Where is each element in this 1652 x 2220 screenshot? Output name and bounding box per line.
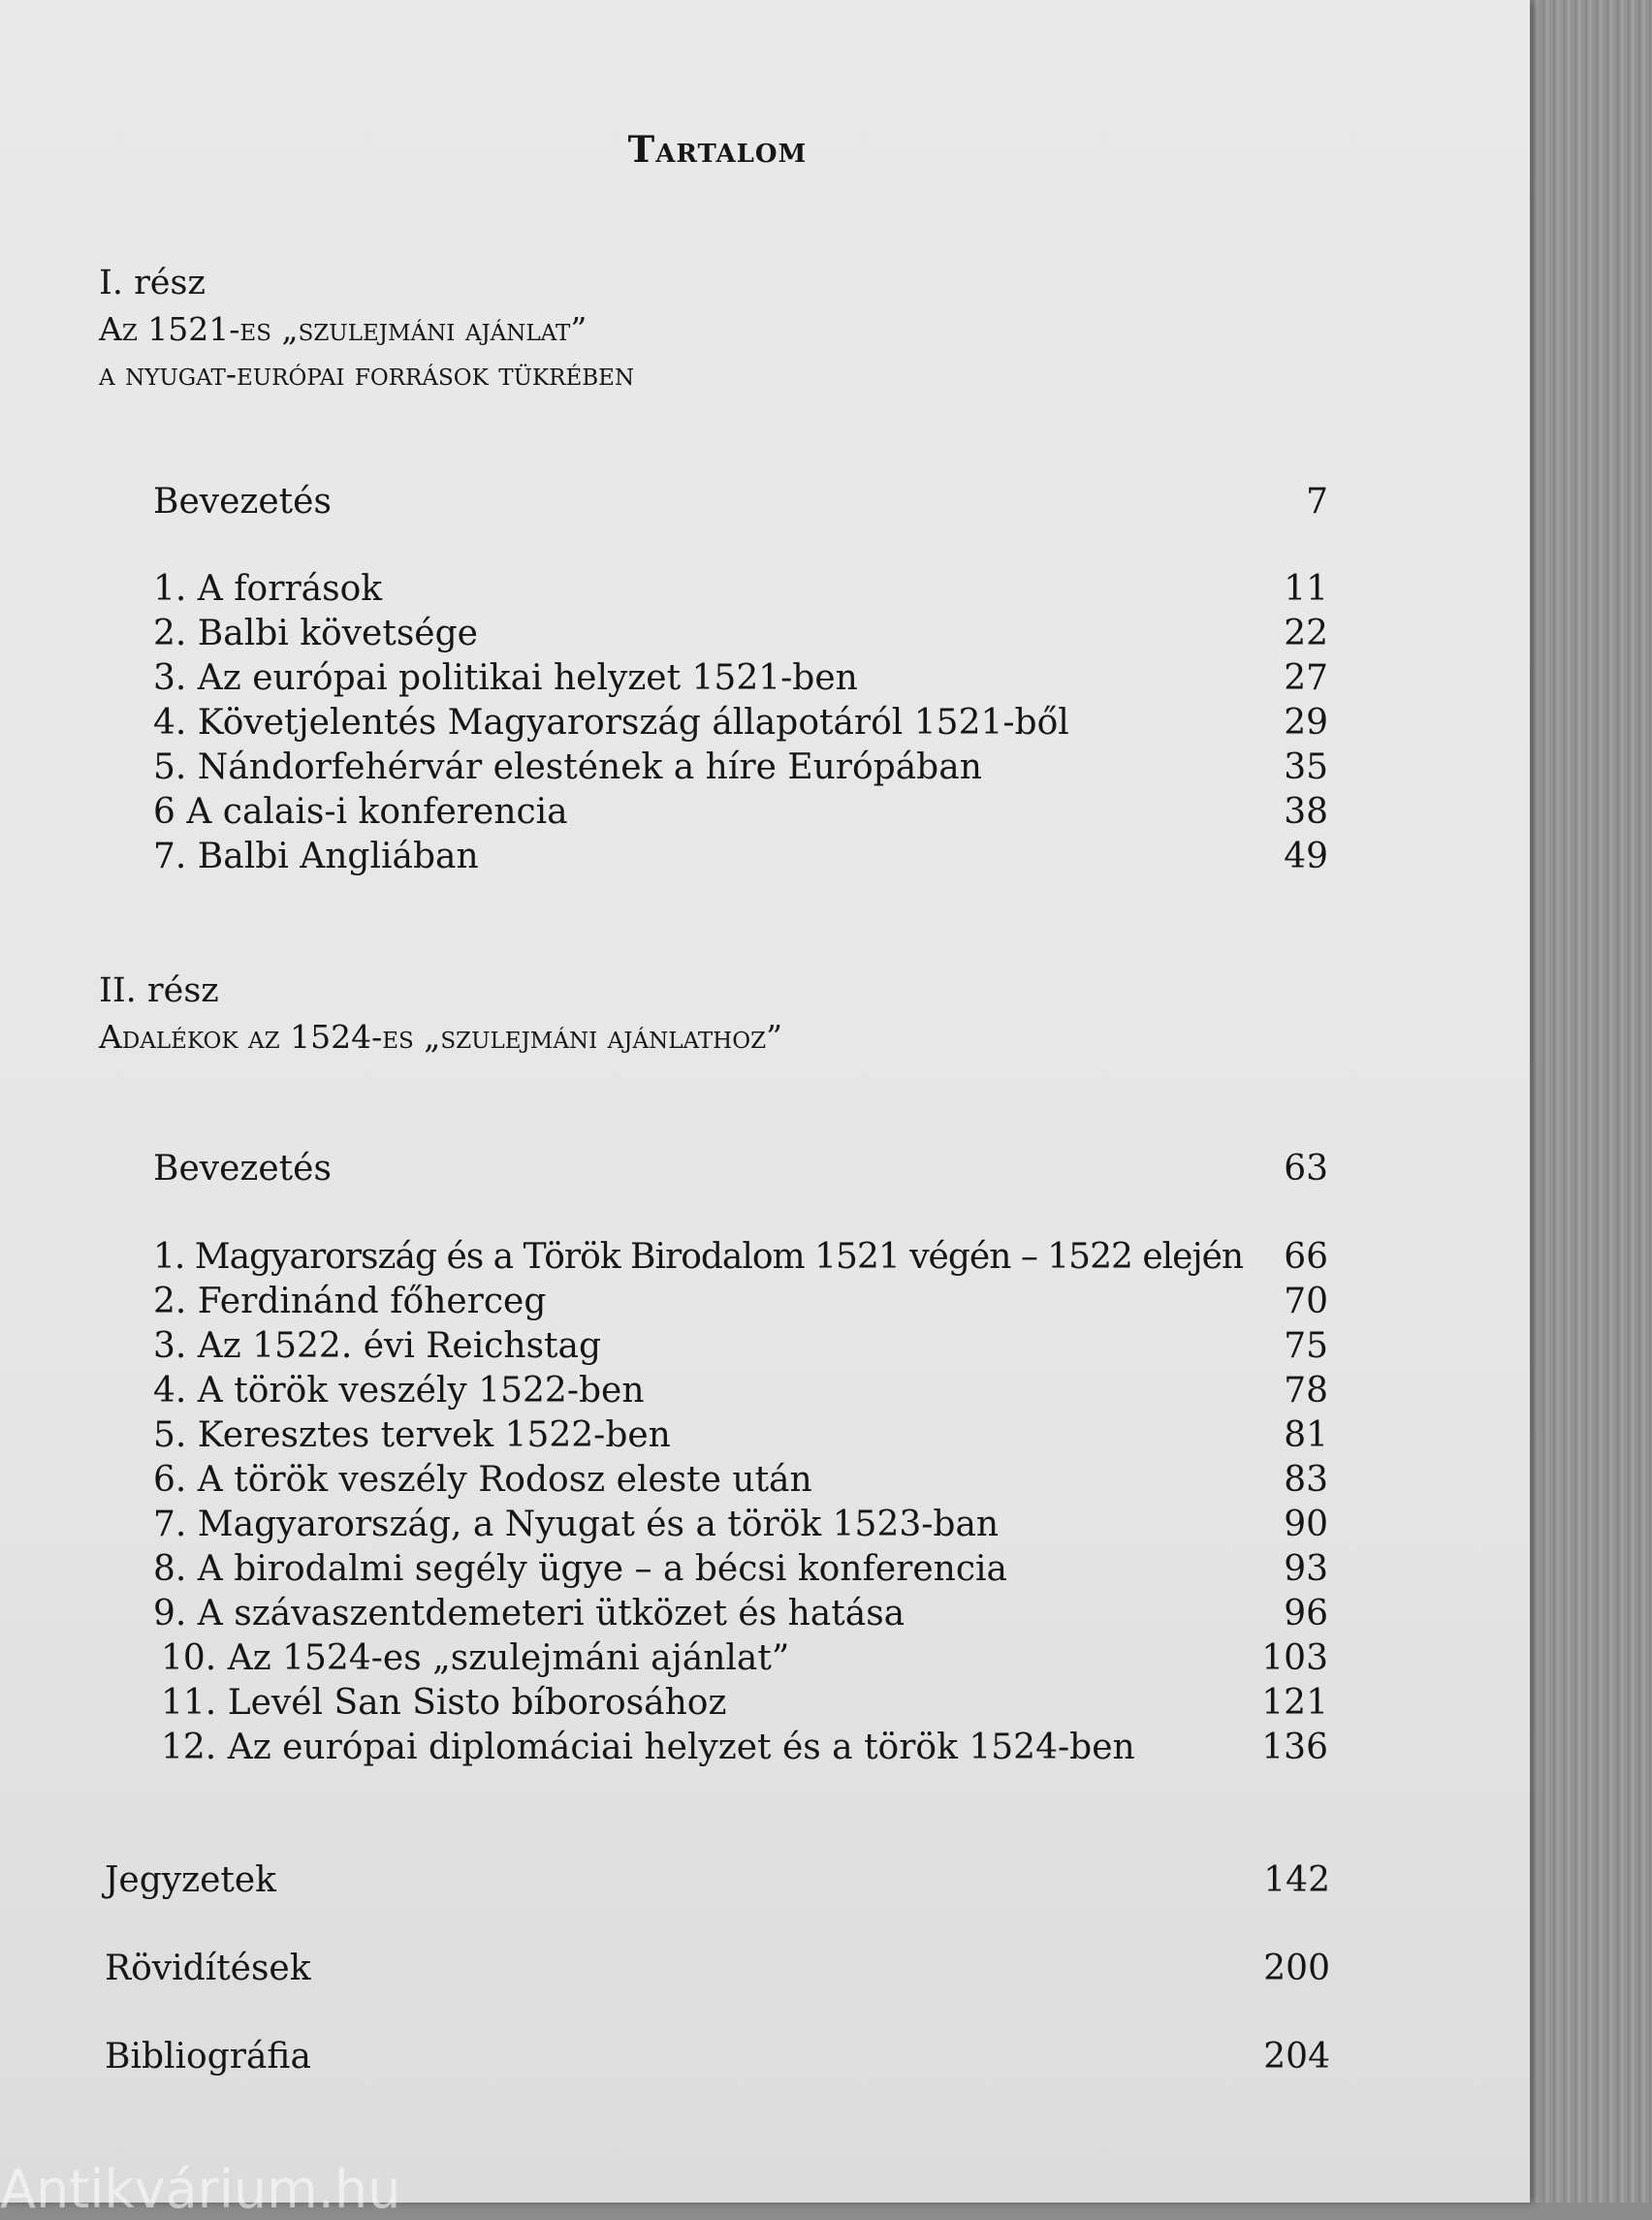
toc-entry-page: 29	[1284, 703, 1328, 743]
toc-entry-page: 142	[1263, 1860, 1330, 1900]
toc-entry-page: 27	[1284, 658, 1328, 698]
toc-entry-title: 2. Balbi követsége	[153, 614, 478, 653]
toc-entry-title: 6. A török veszély Rodosz eleste után	[153, 1460, 812, 1500]
toc-entry-page: 66	[1284, 1237, 1328, 1277]
page-title: Tartalom	[627, 128, 808, 171]
toc-entry-title: 12. Az európai diplomáciai helyzet és a török 1524-ben	[161, 1728, 1135, 1767]
toc-entry-page: 200	[1263, 1949, 1330, 1988]
toc-entry[interactable]	[153, 702, 1328, 745]
toc-entry[interactable]	[161, 1637, 1328, 1680]
toc-entry[interactable]	[153, 836, 1328, 878]
toc-entry-page: 11	[1284, 569, 1328, 609]
part1-label: I. rész	[99, 264, 206, 302]
toc-entry[interactable]	[153, 481, 1328, 523]
toc-entry-page: 204	[1263, 2037, 1330, 2077]
toc-entry[interactable]	[161, 1727, 1328, 1769]
toc-entry-title: 6 A calais-i konferencia	[153, 792, 568, 832]
toc-entry[interactable]	[153, 1504, 1328, 1546]
toc-entry-title: 1. Magyarország és a Török Birodalom 1521 végén – 1522 elején	[153, 1237, 1244, 1277]
toc-entry-page: 38	[1284, 792, 1328, 832]
toc-entry-backmatter[interactable]	[105, 2036, 1330, 2078]
toc-entry-title: 9. A szávaszentdemeteri ütközet és hatása	[153, 1594, 905, 1633]
toc-entry-page: 136	[1261, 1728, 1328, 1767]
toc-entry-title: 4. A török veszély 1522-ben	[153, 1371, 645, 1411]
toc-entry-backmatter[interactable]	[105, 1948, 1330, 1990]
toc-entry-title: 4. Követjelentés Magyarország állapotáról 1521-ből	[153, 703, 1069, 743]
toc-entry-backmatter[interactable]	[105, 1859, 1330, 1902]
toc-entry-title: 5. Keresztes tervek 1522-ben	[153, 1415, 671, 1455]
toc-entry-title: 8. A birodalmi segély ügye – a bécsi konferencia	[153, 1549, 1007, 1589]
toc-entry[interactable]	[153, 613, 1328, 655]
toc-entry[interactable]	[153, 746, 1328, 789]
toc-entry[interactable]	[161, 1682, 1328, 1725]
toc-entry-title: 3. Az európai politikai helyzet 1521-ben	[153, 658, 858, 698]
toc-entry[interactable]	[153, 1236, 1328, 1279]
toc-entry[interactable]	[153, 1593, 1328, 1635]
toc-entry[interactable]	[153, 1370, 1328, 1412]
toc-entry-title: Rövidítések	[105, 1949, 311, 1988]
toc-entry-page: 90	[1284, 1505, 1328, 1544]
toc-entry[interactable]	[153, 791, 1328, 834]
toc-entry-page: 22	[1284, 614, 1328, 653]
toc-entry-page: 7	[1306, 482, 1328, 522]
toc-entry-title: 7. Magyarország, a Nyugat és a török 1523-ban	[153, 1505, 1000, 1544]
toc-entry-page: 83	[1284, 1460, 1328, 1500]
toc-entry-title: Jegyzetek	[105, 1860, 276, 1900]
part2-subtitle-line1: Adalékok az 1524-es „szulejmáni ajánlathoz”	[99, 1018, 782, 1056]
toc-entry-page: 63	[1284, 1149, 1328, 1189]
toc-entry[interactable]	[153, 657, 1328, 700]
toc-entry-page: 75	[1284, 1326, 1328, 1366]
toc-entry-title: Bibliográfia	[105, 2037, 311, 2077]
toc-entry[interactable]	[153, 1414, 1328, 1457]
toc-entry-title: 5. Nándorfehérvár elestének a híre Európában	[153, 747, 982, 787]
background-shadow	[1530, 0, 1652, 2203]
toc-entry[interactable]	[153, 1148, 1328, 1190]
toc-entry-page: 81	[1284, 1415, 1328, 1455]
toc-entry-title: 10. Az 1524-es „szulejmáni ajánlat”	[161, 1638, 790, 1678]
part2-label: II. rész	[99, 971, 219, 1010]
toc-entry[interactable]	[153, 568, 1328, 611]
toc-entry-title: Bevezetés	[153, 1149, 332, 1189]
toc-entry-title: 1. A források	[153, 569, 383, 609]
toc-entry-page: 78	[1284, 1371, 1328, 1411]
toc-entry-title: 3. Az 1522. évi Reichstag	[153, 1326, 602, 1366]
toc-entry-page: 93	[1284, 1549, 1328, 1589]
toc-entry-title: 11. Levél San Sisto bíborosához	[161, 1683, 727, 1723]
part1-subtitle-line1: Az 1521-es „szulejmáni ajánlat”	[99, 310, 588, 348]
toc-entry-page: 70	[1284, 1282, 1328, 1321]
toc-entry[interactable]	[153, 1325, 1328, 1368]
toc-entry-title: 2. Ferdinánd főherceg	[153, 1282, 547, 1321]
toc-entry[interactable]	[153, 1459, 1328, 1502]
part1-subtitle-line2: a nyugat-európai források tükrében	[99, 355, 635, 393]
toc-entry-title: 7. Balbi Angliában	[153, 837, 479, 876]
toc-entry-page: 103	[1261, 1638, 1328, 1678]
toc-entry[interactable]	[153, 1281, 1328, 1323]
toc-entry-page: 121	[1261, 1683, 1328, 1723]
toc-entry-title: Bevezetés	[153, 482, 332, 522]
toc-entry-page: 49	[1284, 837, 1328, 876]
watermark: Antikvárium.hu	[0, 2159, 401, 2220]
toc-entry[interactable]	[153, 1548, 1328, 1591]
toc-entry-page: 96	[1284, 1594, 1328, 1633]
toc-entry-page: 35	[1284, 747, 1328, 787]
